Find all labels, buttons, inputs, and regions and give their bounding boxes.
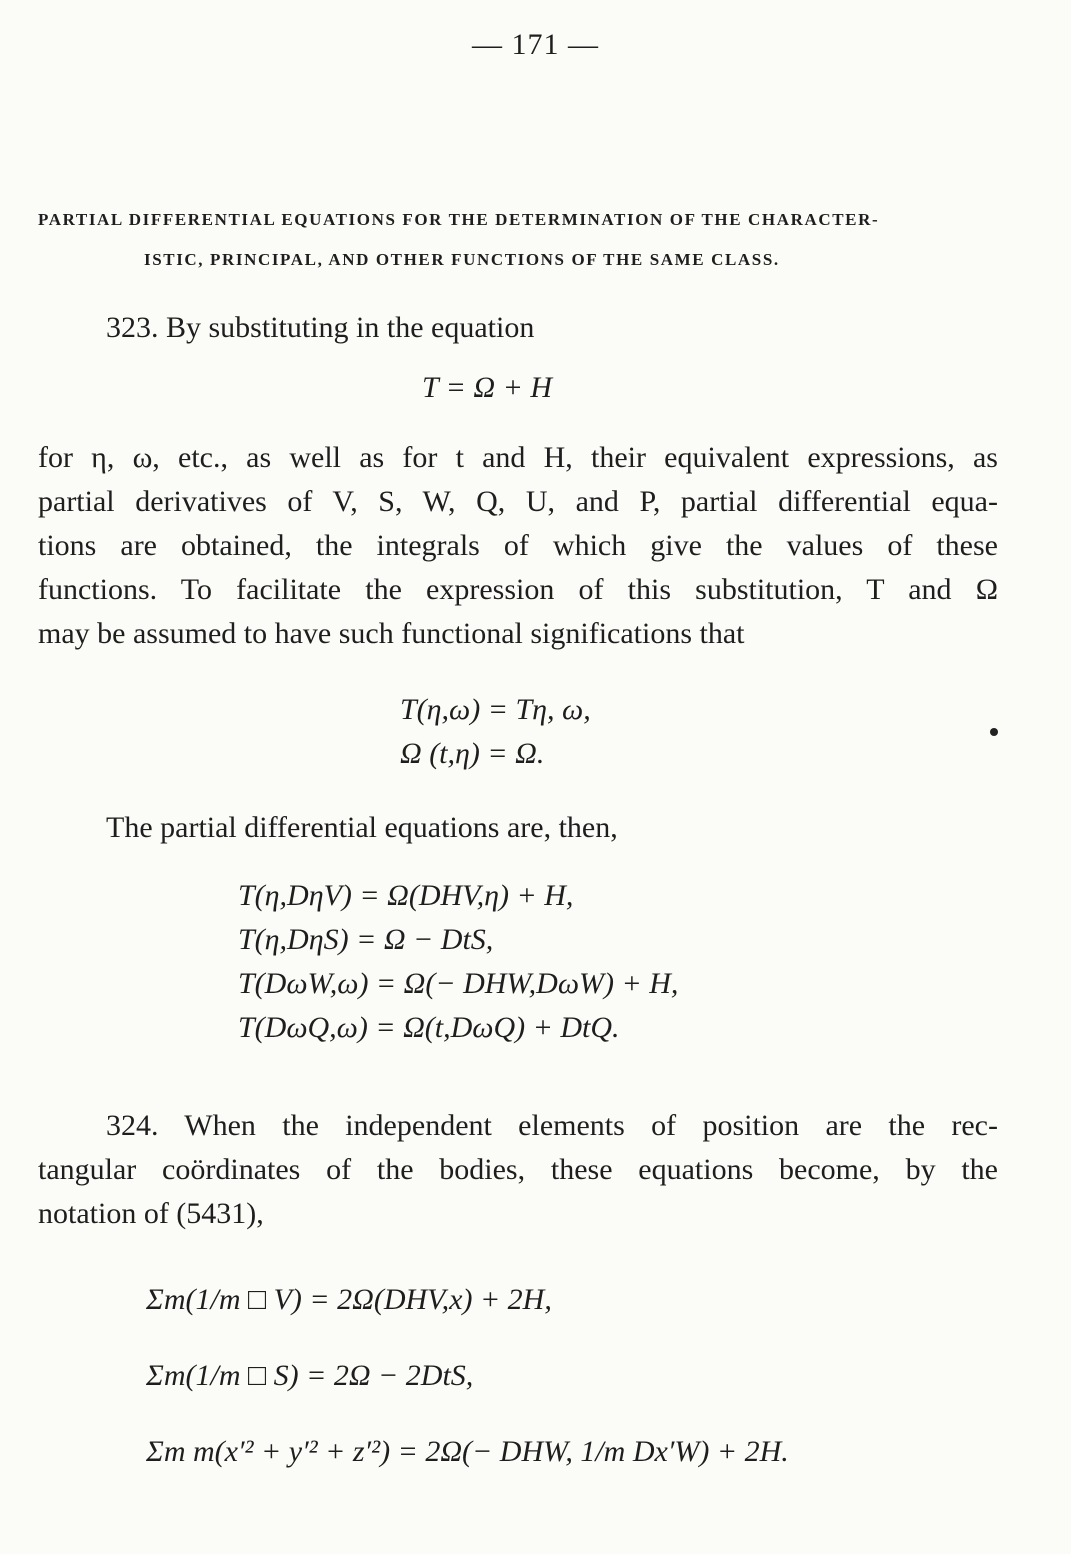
partial-differential-equations — [238, 876, 678, 1052]
definition-equations — [400, 690, 591, 778]
ink-speck — [990, 728, 998, 736]
pde-row: T(DωW,ω) = Ω(− DHW,DωW) + H, — [238, 967, 679, 1000]
rectangular-coordinate-equations — [146, 1280, 789, 1508]
body-line: for η, ω, etc., as well as for t and H, their equivalent expressions, as — [38, 441, 998, 474]
paragraph-then — [38, 806, 998, 850]
coordinate-equation-row: Σm m(x′² + y′² + z′²) = 2Ω(− DHW, 1/m Dx′W) + 2H. — [146, 1435, 789, 1468]
pde-row: T(η,DηV) = Ω(DHV,η) + H, — [238, 879, 574, 912]
section-heading-line-1: PARTIAL DIFFERENTIAL EQUATIONS FOR THE DETERMINATION OF THE CHARACTER- — [38, 210, 880, 229]
section-heading-line-2: ISTIC, PRINCIPAL, AND OTHER FUNCTIONS OF THE SAME CLASS. — [144, 250, 780, 269]
paragraph-323-body — [38, 436, 998, 656]
pde-row: T(DωQ,ω) = Ω(t,DωQ) + DtQ. — [238, 1011, 620, 1044]
then-text: The partial differential equations are, then, — [106, 811, 618, 844]
body-line: partial derivatives of V, S, W, Q, U, and P, partial differential equa- — [38, 485, 998, 518]
definition-row: T(η,ω) = Tη, ω, — [400, 693, 591, 726]
body-line: notation of (5431), — [38, 1197, 264, 1230]
equation-t-equals-omega-plus-h — [422, 368, 552, 408]
body-line: 324. When the independent elements of position are the rec- — [106, 1109, 998, 1142]
coordinate-equation-row: Σm(1/m □ V) = 2Ω(DHV,x) + 2H, — [146, 1283, 552, 1316]
body-line: tions are obtained, the integrals of which give the values of these — [38, 529, 998, 562]
definition-row: Ω (t,η) = Ω. — [400, 737, 545, 770]
coordinate-equation-row: Σm(1/m □ S) = 2Ω − 2DtS, — [146, 1359, 474, 1392]
body-line: tangular coördinates of the bodies, these equations become, by the — [38, 1153, 998, 1186]
equation-text: T = Ω + H — [422, 371, 552, 404]
page-number: — 171 — — [472, 28, 599, 61]
paragraph-323-intro-text: 323. By substituting in the equation — [106, 311, 535, 344]
pde-row: T(η,DηS) = Ω − DtS, — [238, 923, 494, 956]
body-line: functions. To facilitate the expression of this substitution, T and Ω — [38, 573, 998, 606]
paragraph-324-body — [38, 1104, 998, 1236]
body-line: may be assumed to have such functional significations that — [38, 617, 745, 650]
paragraph-323-intro — [38, 306, 998, 350]
